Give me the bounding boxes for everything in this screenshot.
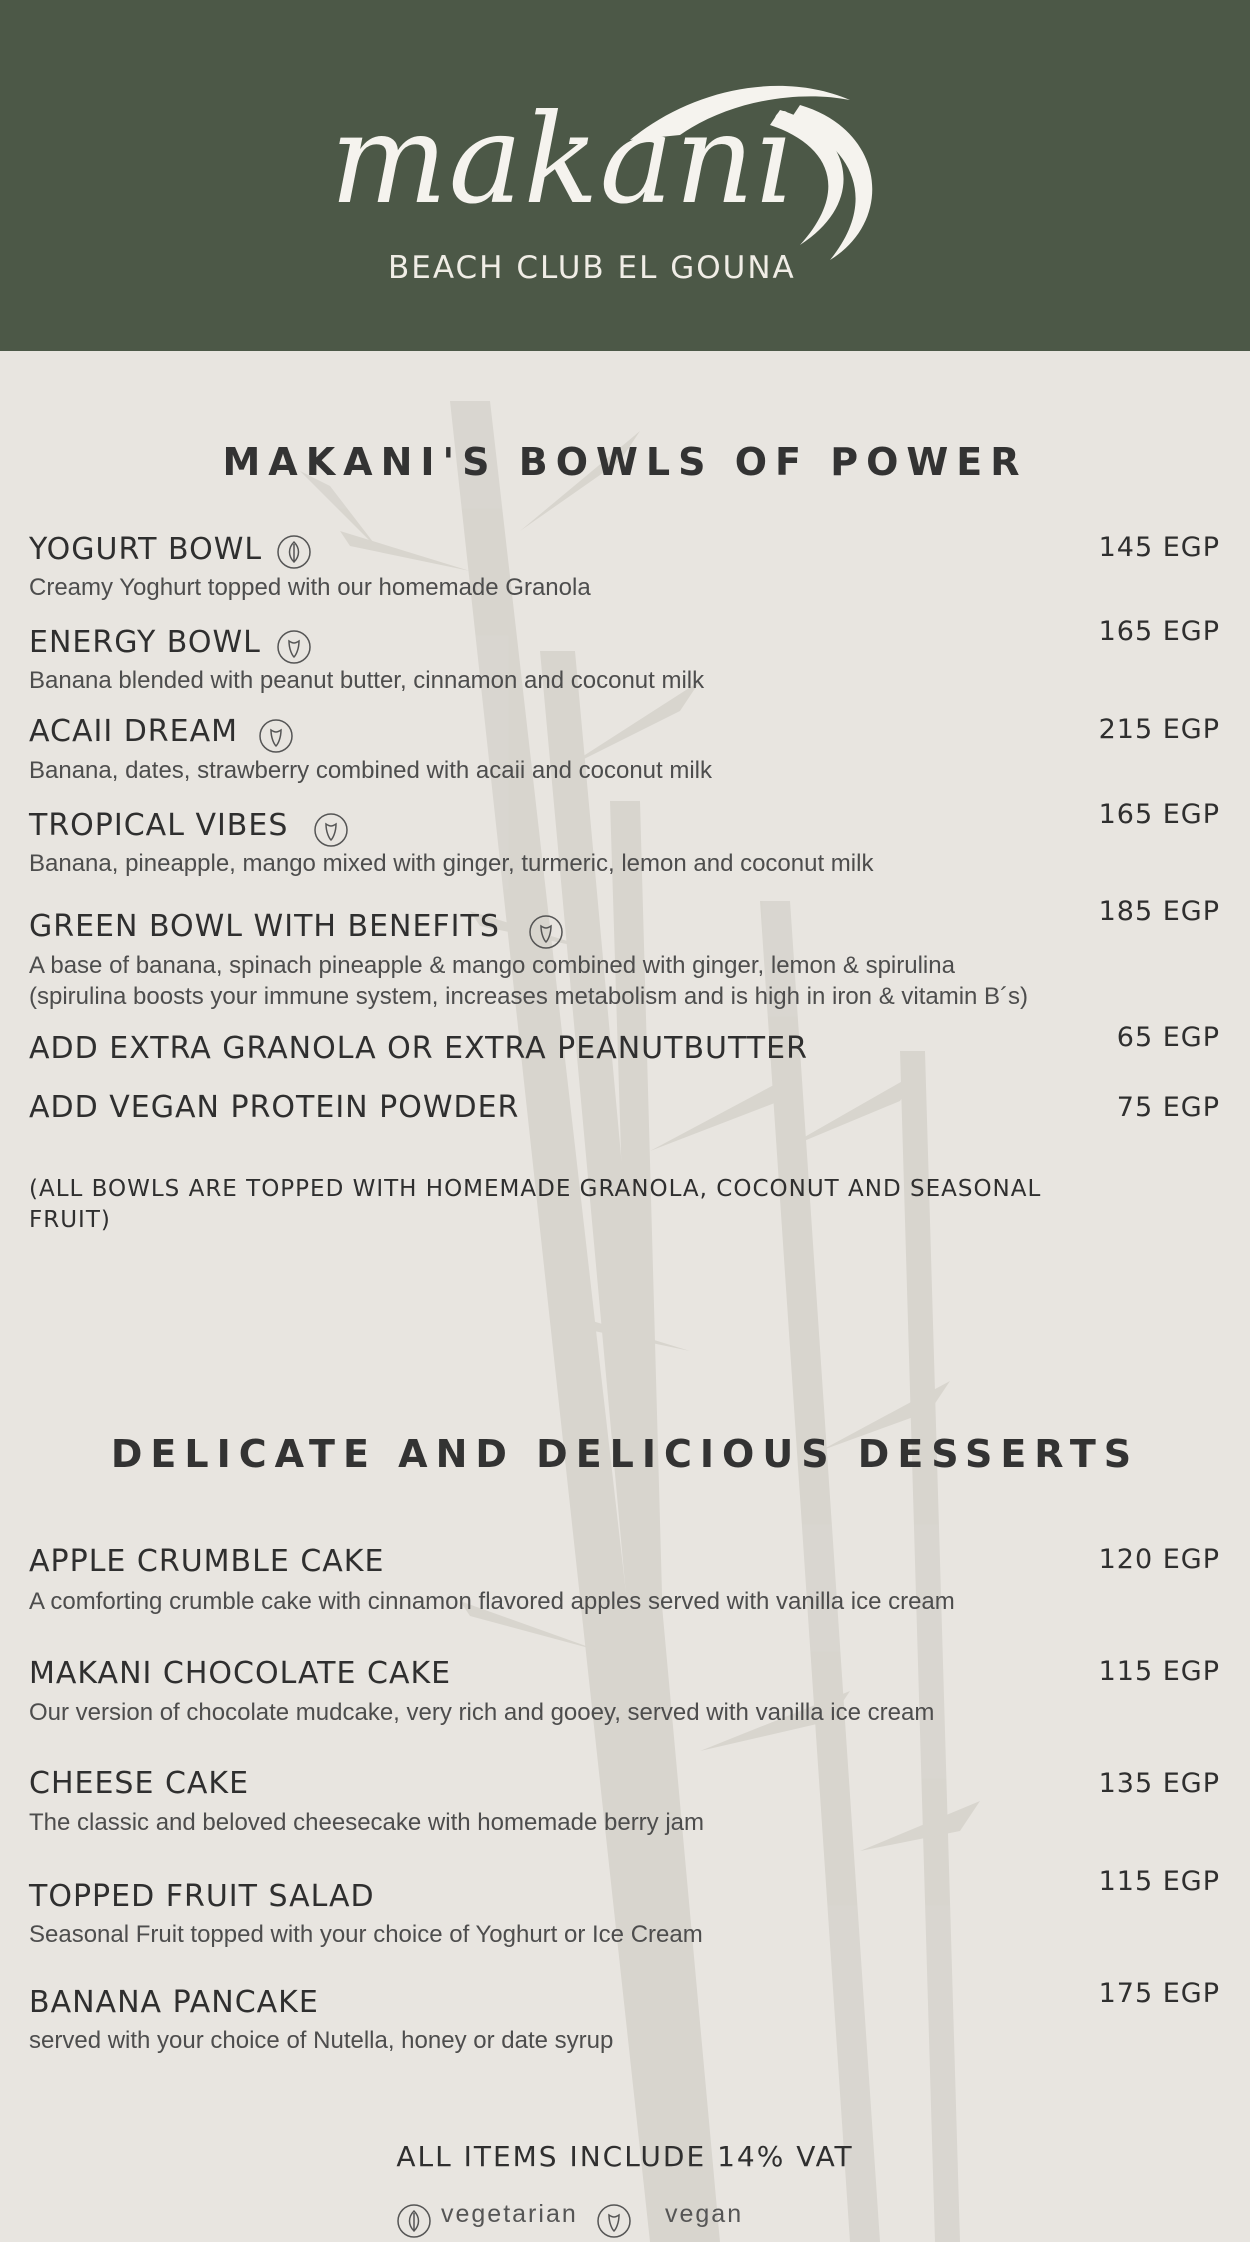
item-price: 145 EGP — [1098, 532, 1220, 563]
item-title: APPLE CRUMBLE CAKE — [29, 1544, 385, 1579]
item-description: Banana, dates, strawberry combined with acaii and coconut milk — [29, 757, 713, 784]
item-description: Seasonal Fruit topped with your choice of Yoghurt or Ice Cream — [29, 1921, 703, 1948]
vegan-icon — [528, 914, 564, 950]
extra-title: ADD VEGAN PROTEIN POWDER — [29, 1090, 520, 1125]
item-price: 185 EGP — [1098, 896, 1220, 927]
makani-logo — [330, 70, 890, 290]
item-price: 215 EGP — [1098, 714, 1220, 745]
item-description: Banana blended with peanut butter, cinnamon and coconut milk — [29, 667, 705, 694]
item-title: MAKANI CHOCOLATE CAKE — [29, 1656, 452, 1691]
legend-vegan: vegan — [665, 2200, 744, 2228]
vegan-icon — [313, 812, 349, 848]
item-description: served with your choice of Nutella, honey or date syrup — [29, 2027, 614, 2054]
item-price: 175 EGP — [1098, 1978, 1220, 2009]
extra-price: 75 EGP — [1116, 1092, 1220, 1123]
item-price: 120 EGP — [1098, 1544, 1220, 1575]
desserts-heading: DELICATE AND DELICIOUS DESSERTS — [110, 1432, 1140, 1476]
legend-vegetarian: vegetarian — [441, 2200, 578, 2228]
item-title: GREEN BOWL WITH BENEFITS — [29, 909, 500, 944]
vat-note: ALL ITEMS INCLUDE 14% VAT — [396, 2140, 854, 2173]
item-title: CHEESE CAKE — [29, 1766, 250, 1801]
bowls-heading: MAKANI'S BOWLS OF POWER — [222, 440, 1028, 484]
item-title: ACAII DREAM — [29, 714, 239, 749]
extra-price: 65 EGP — [1116, 1022, 1220, 1053]
item-price: 165 EGP — [1098, 799, 1220, 830]
header-banner — [0, 0, 1250, 351]
item-description: A base of banana, spinach pineapple & mango combined with ginger, lemon & spirulina — [29, 952, 955, 979]
vegan-icon — [258, 718, 294, 754]
item-description: Our version of chocolate mudcake, very rich and gooey, served with vanilla ice cream — [29, 1699, 935, 1726]
item-description: Creamy Yoghurt topped with our homemade Granola — [29, 574, 591, 601]
item-title: ENERGY BOWL — [29, 625, 261, 660]
vegetarian-icon — [276, 534, 312, 570]
vegetarian-icon — [396, 2203, 432, 2239]
vegan-icon — [276, 629, 312, 665]
brand-wordmark: makani — [330, 88, 797, 232]
item-title: TROPICAL VIBES — [29, 808, 289, 843]
extra-title: ADD EXTRA GRANOLA OR EXTRA PEANUTBUTTER — [29, 1031, 808, 1066]
item-description: A comforting crumble cake with cinnamon flavored apples served with vanilla ice cream — [29, 1588, 955, 1615]
item-description: Banana, pineapple, mango mixed with ginger, turmeric, lemon and coconut milk — [29, 850, 874, 877]
item-price: 165 EGP — [1098, 616, 1220, 647]
brand-subtitle: BEACH CLUB EL GOUNA — [388, 250, 796, 286]
item-title: YOGURT BOWL — [29, 532, 263, 567]
item-description: The classic and beloved cheesecake with homemade berry jam — [29, 1809, 705, 1836]
item-title: BANANA PANCAKE — [29, 1985, 319, 2020]
item-price: 115 EGP — [1098, 1656, 1220, 1687]
bowls-note: (ALL BOWLS ARE TOPPED WITH HOMEMADE GRANOLA, COCONUT AND SEASONAL FRUIT) — [29, 1176, 1042, 1233]
item-description-note: (spirulina boosts your immune system, increases metabolism and is high in iron & vitamin B´s) — [29, 983, 1029, 1010]
vegan-icon — [596, 2203, 632, 2239]
item-price: 115 EGP — [1098, 1866, 1220, 1897]
item-price: 135 EGP — [1098, 1768, 1220, 1799]
item-title: TOPPED FRUIT SALAD — [29, 1879, 375, 1914]
